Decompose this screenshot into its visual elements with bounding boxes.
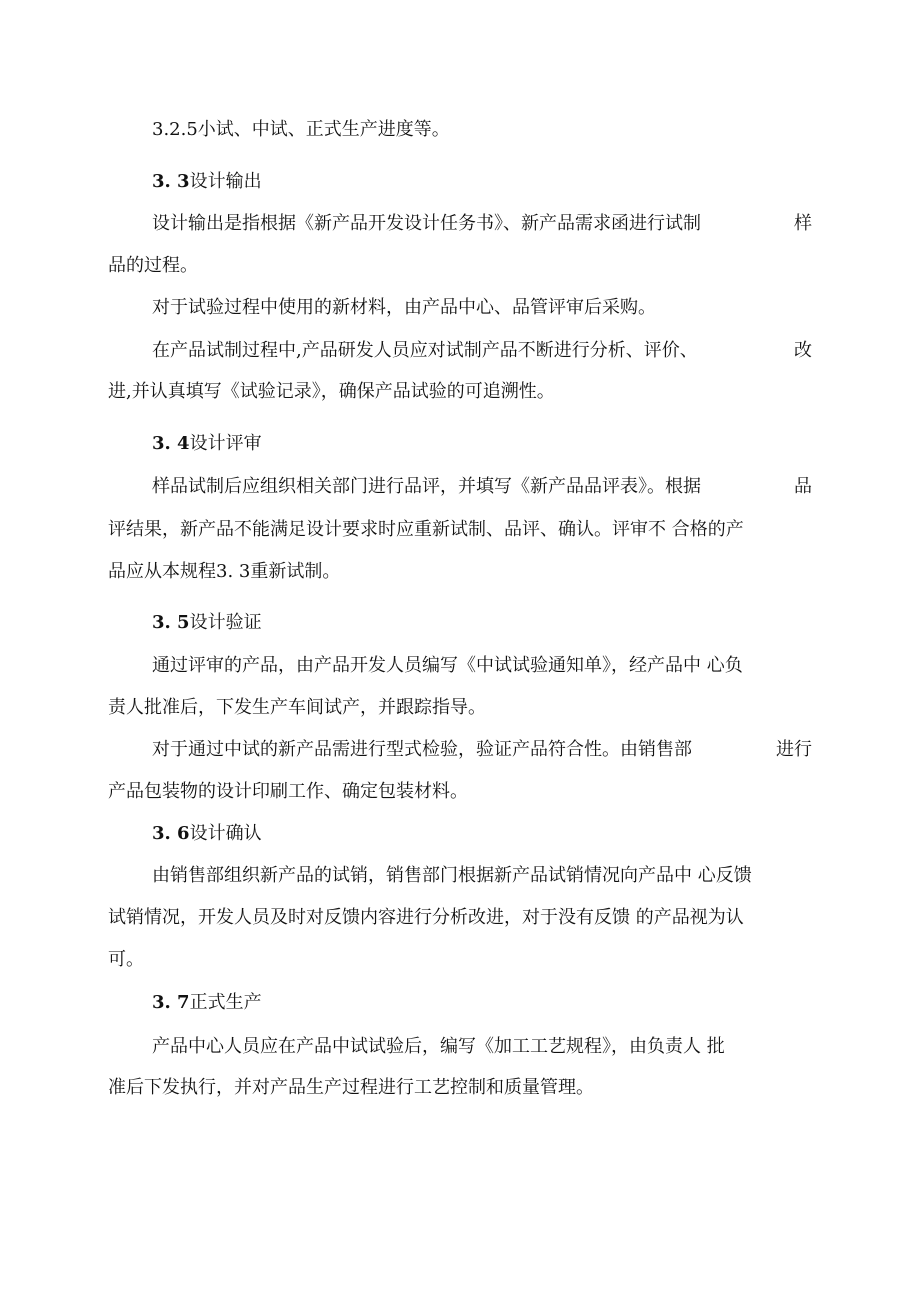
paragraph-line: 品的过程。 — [108, 255, 198, 276]
paragraph-line — [152, 738, 812, 762]
section-3-5-heading — [152, 611, 262, 635]
paragraph-line — [152, 475, 812, 499]
section-title: 正式生产 — [189, 992, 262, 1013]
section-title: 设计确认 — [189, 823, 262, 844]
text-segment: 进行 — [776, 739, 812, 760]
paragraph-line: 品应从本规程3. 3重新试制。 — [108, 561, 341, 582]
text-segment: 样 — [794, 213, 812, 234]
paragraph-line: 评结果，新产品不能满足设计要求时应重新试制、品评、确认。评审不 合格的产 — [108, 519, 744, 540]
section-number: 3. 4 — [152, 433, 190, 454]
section-title: 设计输出 — [189, 171, 262, 192]
text-segment: 品 — [794, 476, 812, 497]
section-number: 3. 7 — [152, 992, 190, 1013]
paragraph-line — [152, 339, 812, 363]
text-segment: 在产品试制过程中,产品研发人员应对试制产品不断进行分析、评价、 — [152, 340, 698, 361]
paragraph-line: 可。 — [108, 949, 144, 970]
paragraph-line: 试销情况，开发人员及时对反馈内容进行分析改进，对于没有反馈 的产品视为认 — [108, 907, 744, 928]
paragraph-line: 产品中心人员应在产品中试试验后，编写《加工工艺规程》，由负责人 批 — [152, 1036, 725, 1057]
paragraph-line: 责人批准后，下发生产车间试产，并跟踪指导。 — [108, 697, 486, 718]
paragraph-line: 对于试验过程中使用的新材料，由产品中心、品管评审后采购。 — [152, 297, 656, 318]
text-segment: 改 — [794, 340, 812, 361]
section-title: 设计验证 — [189, 612, 262, 633]
text-segment: 对于通过中试的新产品需进行型式检验，验证产品符合性。由销售部 — [152, 739, 692, 760]
section-3-7-heading — [152, 991, 262, 1015]
section-3-4-heading — [152, 432, 262, 456]
section-number: 3. 3 — [152, 171, 190, 192]
section-3-3-heading — [152, 170, 262, 194]
section-title: 设计评审 — [189, 433, 262, 454]
section-number: 3. 5 — [152, 612, 190, 633]
paragraph-line — [152, 212, 812, 236]
paragraph-line: 准后下发执行，并对产品生产过程进行工艺控制和质量管理。 — [108, 1077, 594, 1098]
paragraph-line: 通过评审的产品，由产品开发人员编写《中试试验通知单》，经产品中 心负 — [152, 655, 743, 676]
section-3-2-5: 3.2.5小试、中试、正式生产进度等。 — [152, 119, 450, 140]
section-3-6-heading — [152, 822, 262, 846]
text-segment: 样品试制后应组织相关部门进行品评，并填写《新产品品评表》。根据 — [152, 476, 701, 497]
text-segment: 设计输出是指根据《新产品开发设计任务书》、新产品需求函进行试制 — [152, 213, 701, 234]
paragraph-line: 产品包装物的设计印刷工作、确定包装材料。 — [108, 781, 468, 802]
section-number: 3. 6 — [152, 823, 190, 844]
paragraph-line: 进,并认真填写《试验记录》，确保产品试验的可追溯性。 — [108, 381, 555, 402]
paragraph-line: 由销售部组织新产品的试销，销售部门根据新产品试销情况向产品中 心反馈 — [152, 865, 752, 886]
